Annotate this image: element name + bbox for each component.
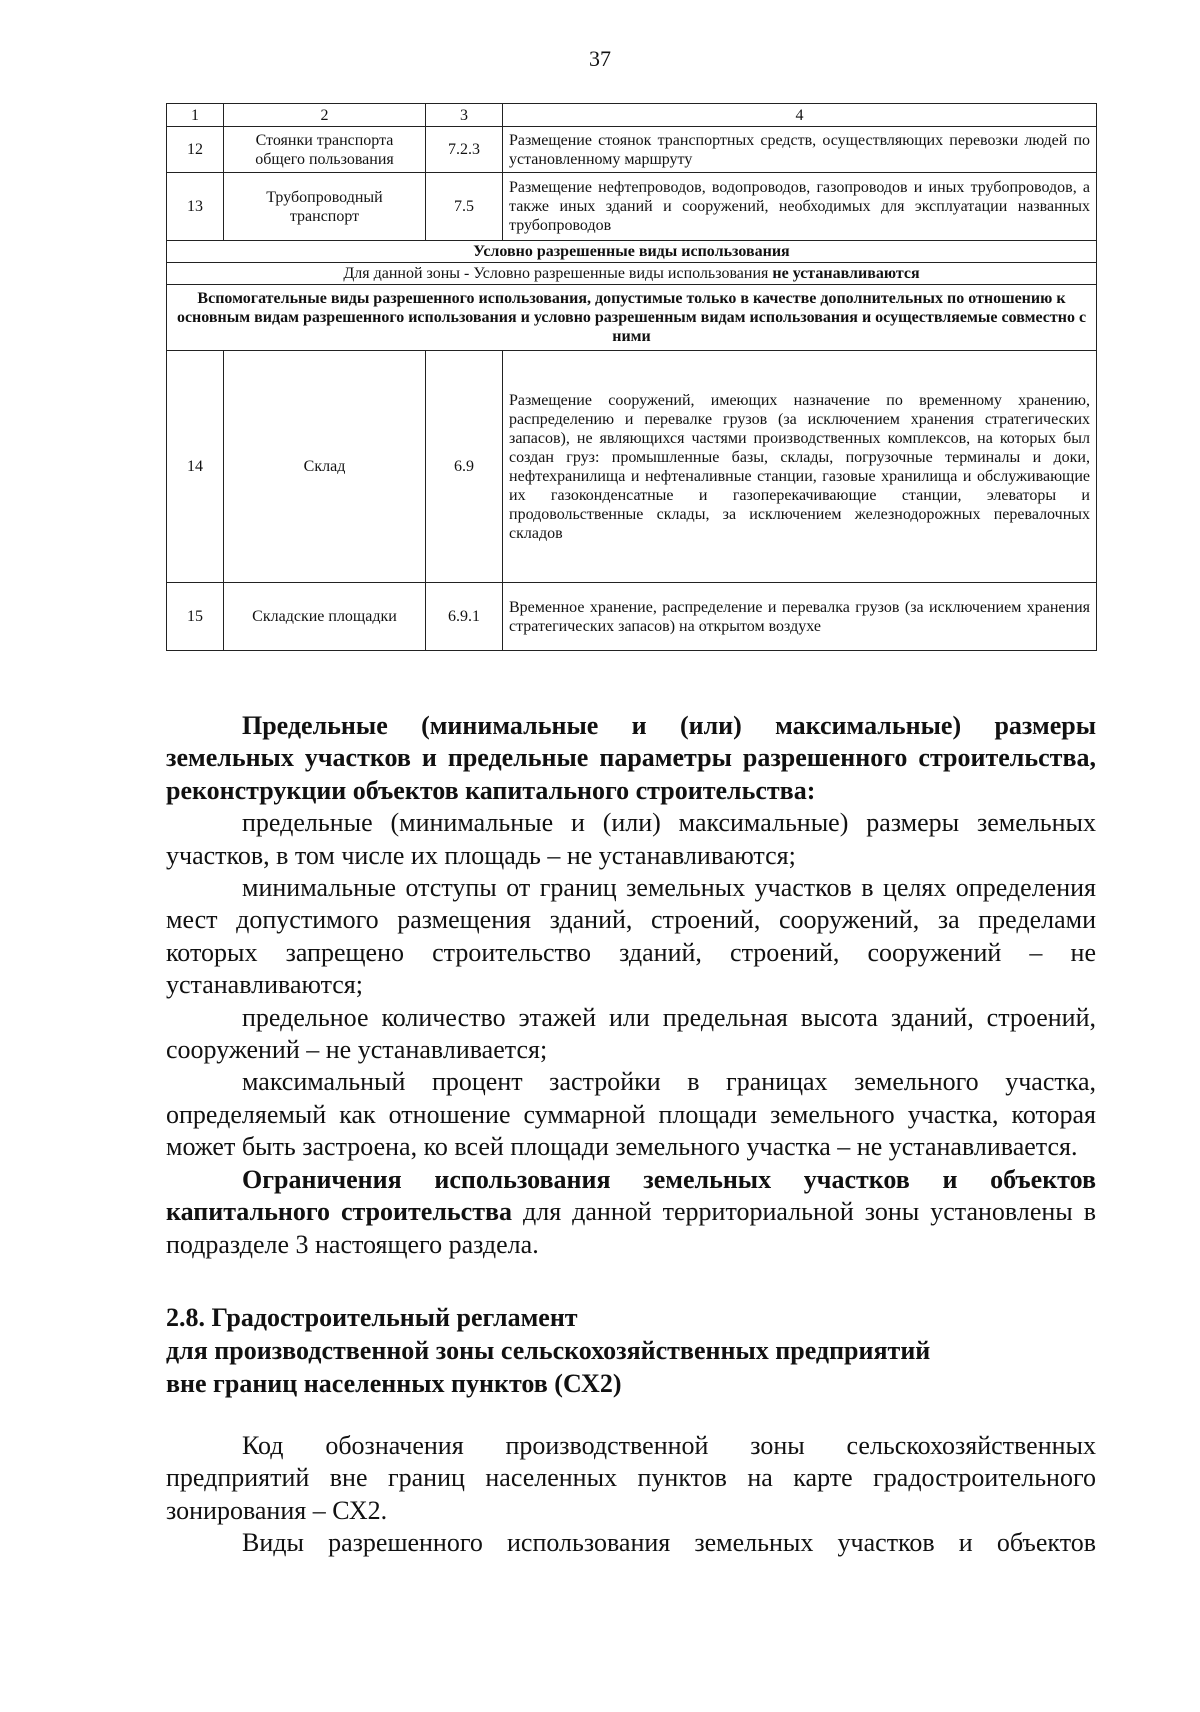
restrictions-rest: для данной территориальной зоны установлены в подразделе 3 настоящего раздела.	[166, 1197, 1096, 1259]
section-title-line: для производственной зоны сельскохозяйственных предприятий	[166, 1335, 931, 1365]
table-row	[167, 173, 1097, 241]
table-row	[167, 351, 1097, 583]
row-code: 6.9	[426, 351, 503, 583]
row-name: Стоянки транспорта общего пользования	[224, 127, 426, 173]
row-name: Трубопроводный транспорт	[224, 173, 426, 241]
conditional-note-bold: не устанавливаются	[772, 265, 920, 282]
header-cell: 2	[224, 104, 426, 127]
row-code: 7.5	[426, 173, 503, 241]
header-cell: 4	[503, 104, 1097, 127]
section-title-line: вне границ населенных пунктов (СХ2)	[166, 1368, 622, 1398]
land-use-table	[166, 103, 1097, 651]
header-cell: 3	[426, 104, 503, 127]
section-title-line: 2.8. Градостроительный регламент	[166, 1302, 578, 1332]
auxiliary-header: Вспомогательные виды разрешенного использования, допустимые только в качестве дополнительных по отношению к основным видам разрешенного использования и условно разрешенным видам использования и осуществляемые совместно с ними	[167, 285, 1097, 351]
header-cell: 1	[167, 104, 224, 127]
row-description: Размещение нефтепроводов, водопроводов, газопроводов и иных трубопроводов, а также иных зданий и сооружений, необходимых для эксплуатации названных трубопроводов	[503, 173, 1097, 241]
row-number: 12	[167, 127, 224, 173]
limits-item: предельные (минимальные и (или) максимальные) размеры земельных участков, в том числе их площадь – не устанавливаются;	[166, 808, 1096, 870]
conditional-header: Условно разрешенные виды использования	[167, 241, 1097, 263]
row-description: Размещение стоянок транспортных средств, осуществляющих перевозки людей по установленному маршруту	[503, 127, 1097, 173]
row-number: 14	[167, 351, 224, 583]
row-code: 6.9.1	[426, 583, 503, 651]
row-description: Размещение сооружений, имеющих назначение по временному хранению, распределению и перевалке грузов (за исключением хранения стратегических запасов), не являющихся частями производственных комплексов, на которых был создан груз: промышленные базы, склады, погрузочные терминалы и доки, нефтехранилища и нефтеналивные станции, газовые хранилища и обслуживающие их газоконденсатные и газоперекачивающие станции, элеваторы и продовольственные склады, за исключением железнодорожных перевалочных складов	[503, 351, 1097, 583]
conditional-note	[167, 263, 1097, 285]
table-row	[167, 583, 1097, 651]
limits-heading: Предельные (минимальные и (или) максимальные) размеры земельных участков и предельные параметры разрешенного строительства, реконструкции объектов капитального строительства:	[166, 711, 1096, 805]
restrictions-paragraph	[166, 1164, 1096, 1261]
conditional-header-row	[167, 241, 1097, 263]
document-body	[166, 710, 1096, 1560]
row-number: 15	[167, 583, 224, 651]
limits-item: максимальный процент застройки в границах земельного участка, определяемый как отношение суммарной площади земельного участка, которая может быть застроена, ко всей площади земельного участка – не устанавливается.	[166, 1067, 1096, 1162]
limits-item: предельное количество этажей или предельная высота зданий, строений, сооружений – не устанавливается;	[166, 1002, 1096, 1065]
auxiliary-header-row	[167, 285, 1097, 351]
row-name: Склад	[224, 351, 426, 583]
page-number: 37	[589, 46, 611, 71]
conditional-note-prefix: Для данной зоны - Условно разрешенные виды использования	[343, 265, 773, 282]
table-row	[167, 127, 1097, 173]
restrictions-bold: Ограничения использования земельных участков и объектов капитального строительства	[166, 1164, 1096, 1227]
table-header-row	[167, 104, 1097, 127]
section-paragraph: Виды разрешенного использования земельных участков и объектов	[242, 1528, 1096, 1558]
row-description: Временное хранение, распределение и перевалка грузов (за исключением хранения стратегических запасов) на открытом воздухе	[503, 583, 1097, 651]
section-paragraph: Код обозначения производственной зоны сельскохозяйственных предприятий вне границ населенных пунктов на карте градостроительного зонирования – СХ2.	[166, 1430, 1096, 1525]
row-number: 13	[167, 173, 224, 241]
row-code: 7.2.3	[426, 127, 503, 173]
limits-item: минимальные отступы от границ земельных участков в целях определения мест допустимого размещения зданий, строений, сооружений, за пределами которых запрещено строительство зданий, строений, сооружений – не устанавливаются;	[166, 873, 1096, 1000]
row-name: Складские площадки	[224, 583, 426, 651]
conditional-note-row	[167, 263, 1097, 285]
